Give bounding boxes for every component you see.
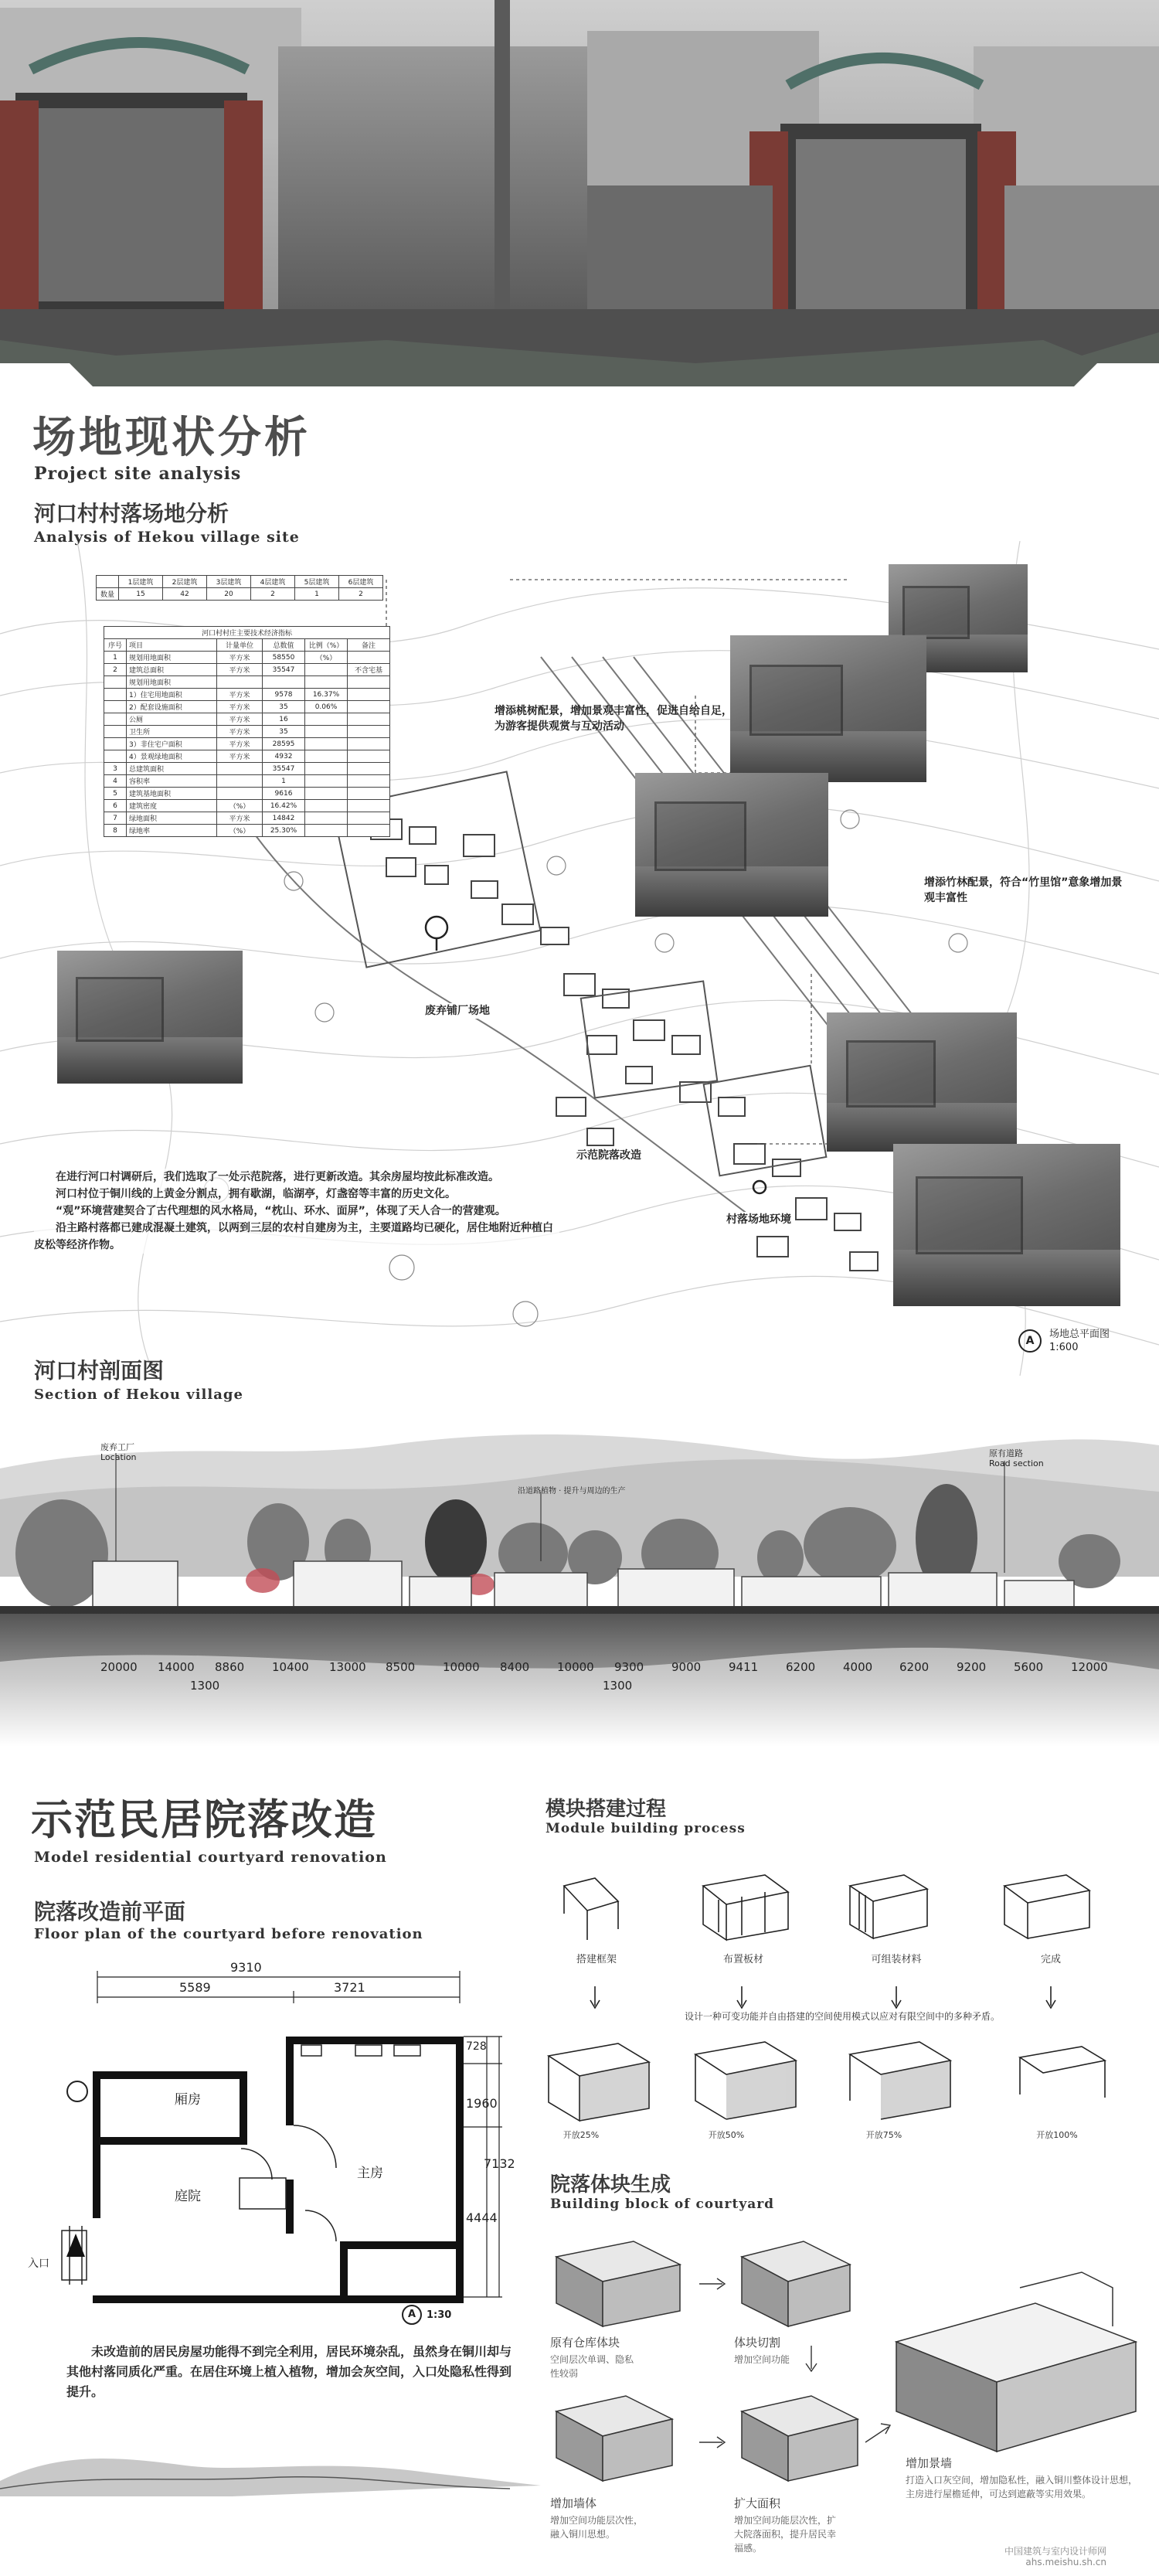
index-cell — [104, 689, 127, 701]
index-cell: 35547 — [263, 763, 305, 775]
module-step-2: 布置板材 — [722, 1954, 763, 1965]
opening-75: 开放75% — [865, 2130, 902, 2140]
courtyard-block-title: 院落体块生成 — [550, 2173, 671, 2197]
section-dimension: 8400 — [500, 1660, 530, 1674]
site-photo-lane — [893, 1144, 1120, 1306]
index-cell — [348, 713, 390, 726]
index-table-row — [104, 676, 390, 689]
index-cell — [305, 676, 348, 689]
index-cell — [305, 664, 348, 676]
courtyard-block-subtitle-en: Building block of courtyard — [550, 2197, 775, 2212]
index-cell: 4 — [104, 775, 127, 788]
index-cell: 平方米 — [217, 652, 263, 664]
section-dimension: 10000 — [557, 1660, 594, 1674]
section-dimension: 6200 — [899, 1660, 930, 1674]
section-dimension: 14000 — [158, 1660, 195, 1674]
index-cell: 35547 — [263, 664, 305, 676]
index-cell: 总建筑面积 — [127, 763, 217, 775]
index-header-cell: 计量单位 — [217, 639, 263, 652]
index-cell — [348, 812, 390, 825]
index-cell: 9578 — [263, 689, 305, 701]
count-cell: 15 — [119, 588, 163, 601]
plan-dim-v3: 4444 — [466, 2210, 498, 2225]
section-mid-label: 沿道路植物 · 提升与周边的生产 — [518, 1487, 626, 1496]
building-count-table — [96, 575, 383, 601]
opening-50: 开放50% — [708, 2130, 745, 2140]
index-cell: 14842 — [263, 812, 305, 825]
index-cell: 1）住宅用地面积 — [127, 689, 217, 701]
watermark-text: 中国建筑与室内设计师网 — [1004, 2546, 1107, 2557]
index-cell — [305, 788, 348, 800]
index-cell: 16.42% — [263, 800, 305, 812]
map-note-peach: 增添桃树配景，增加景观丰富性，促进自给自足，为游客提供观赏与互动活动 — [495, 705, 732, 733]
village-section-drawing — [0, 1407, 1159, 1747]
index-cell: 16.37% — [305, 689, 348, 701]
index-cell — [217, 676, 263, 689]
count-cell: 数量 — [97, 588, 119, 601]
index-table-row — [104, 800, 390, 812]
index-cell: 4）景观绿地面积 — [127, 750, 217, 763]
site-photo-collapsed — [827, 1012, 1017, 1152]
index-cell: 建筑密度 — [127, 800, 217, 812]
index-cell: 1 — [104, 652, 127, 664]
count-header-cell: 2层建筑 — [163, 576, 207, 588]
site-photo-gate — [57, 951, 243, 1084]
index-cell — [305, 726, 348, 738]
index-cell — [348, 775, 390, 788]
count-header-cell: 1层建筑 — [119, 576, 163, 588]
block-step-4-title: 扩大面积 — [734, 2496, 781, 2510]
index-table-row — [104, 652, 390, 664]
index-cell: 58550 — [263, 652, 305, 664]
index-cell — [305, 812, 348, 825]
index-table-row — [104, 750, 390, 763]
index-cell: 4932 — [263, 750, 305, 763]
section-left-label-en: Location — [100, 1452, 137, 1462]
module-note: 设计一种可变功能并自由搭建的空间使用模式以应对有限空间中的多种矛盾。 — [684, 2011, 1000, 2022]
label-model-courtyard: 示范院落改造 — [576, 1149, 641, 1162]
index-table-row — [104, 713, 390, 726]
index-cell: （%） — [217, 800, 263, 812]
index-cell: 绿地面积 — [127, 812, 217, 825]
index-cell — [305, 825, 348, 837]
floor-plan-title: 院落改造前平面 — [34, 1899, 186, 1924]
section-dimension: 8500 — [386, 1660, 416, 1674]
index-cell: 16 — [263, 713, 305, 726]
site-photo-peach-field — [635, 773, 828, 917]
index-cell — [348, 701, 390, 713]
opening-25: 开放25% — [563, 2130, 600, 2140]
room-yard-label: 庭院 — [175, 2189, 201, 2204]
plan-dim-v2: 1960 — [466, 2096, 498, 2111]
index-cell: 平方米 — [217, 664, 263, 676]
block-step-4-desc: 增加空间功能层次性，扩大院落面积，提升居民幸福感。 — [734, 2515, 837, 2554]
section-right-label-en: Road section — [989, 1458, 1044, 1468]
index-table-row — [104, 763, 390, 775]
section-dimension: 8860 — [215, 1660, 245, 1674]
index-table-row — [104, 775, 390, 788]
index-cell — [305, 738, 348, 750]
index-cell — [348, 788, 390, 800]
index-cell: 6 — [104, 800, 127, 812]
index-cell — [348, 825, 390, 837]
index-cell — [348, 676, 390, 689]
ink-wash-decoration — [0, 2411, 541, 2504]
section-right-label-cn: 原有道路 — [989, 1448, 1023, 1458]
index-cell: 2）配套设施面积 — [127, 701, 217, 713]
index-cell — [305, 750, 348, 763]
module-step-3: 可组装材料 — [871, 1954, 922, 1965]
watermark-url: ahs.meishu.sh.cn — [1025, 2557, 1107, 2567]
plan-dim-v1: 728 — [466, 2040, 487, 2053]
index-cell: 35 — [263, 701, 305, 713]
index-cell: 卫生所 — [127, 726, 217, 738]
index-cell: 平方米 — [217, 738, 263, 750]
index-cell: 平方米 — [217, 701, 263, 713]
section-dim-bottom-2: 1300 — [603, 1679, 633, 1693]
index-cell: 建筑基地面积 — [127, 788, 217, 800]
module-title: 模块搭建过程 — [546, 1798, 667, 1821]
floor-scale-circle-icon: A — [402, 2305, 422, 2325]
label-village-ground: 村落场地环境 — [726, 1213, 791, 1226]
index-cell: （%） — [305, 652, 348, 664]
module-step-1: 搭建框架 — [576, 1954, 617, 1965]
site-intro-text — [34, 1169, 559, 1254]
index-table-row — [104, 738, 390, 750]
section-dimension: 10400 — [272, 1660, 309, 1674]
index-cell — [348, 763, 390, 775]
count-header-cell: 3层建筑 — [207, 576, 251, 588]
index-cell — [263, 676, 305, 689]
section-dimension: 20000 — [100, 1660, 138, 1674]
index-cell: 规划用地面积 — [127, 652, 217, 664]
plan-dim-right: 3721 — [334, 1980, 365, 1995]
index-cell: 公厕 — [127, 713, 217, 726]
index-table-row — [104, 812, 390, 825]
economic-index-table — [104, 626, 390, 837]
section-dimension: 5600 — [1014, 1660, 1044, 1674]
count-cell: 20 — [207, 588, 251, 601]
site-plan-scale — [1018, 1328, 1110, 1354]
section-right-label — [989, 1448, 1044, 1468]
courtyard-floor-plan — [46, 1955, 510, 2326]
index-cell: 平方米 — [217, 812, 263, 825]
intro-paragraph-2: 河口村位于铜川线的上黄金分割点，拥有歇湖，临湖亭，灯盏窑等丰富的历史文化。 — [56, 1188, 456, 1200]
index-cell — [348, 800, 390, 812]
index-cell: （%） — [217, 825, 263, 837]
block-step-5-title: 增加景墙 — [906, 2456, 953, 2470]
block-step-5-desc: 打造入口灰空间，增加隐私性，融入铜川整体设计思想，主房进行屋檐延伸，可达到遮蔽等实用效果。 — [906, 2475, 1138, 2499]
index-cell: 平方米 — [217, 726, 263, 738]
index-header-cell: 备注 — [348, 639, 390, 652]
room-main-label: 主房 — [357, 2166, 383, 2181]
index-cell: 平方米 — [217, 689, 263, 701]
floor-scale-ratio: 1:30 — [427, 2309, 452, 2321]
index-cell — [348, 689, 390, 701]
index-cell — [305, 775, 348, 788]
block-step-3-desc: 增加空间功能层次性，融入铜川思想。 — [550, 2515, 644, 2540]
index-cell — [217, 788, 263, 800]
site-photo-house-ruin — [730, 635, 926, 782]
index-cell: 2 — [104, 664, 127, 676]
count-header-cell — [97, 576, 119, 588]
count-header-cell: 4层建筑 — [251, 576, 295, 588]
index-cell: 规划用地面积 — [127, 676, 217, 689]
index-cell — [305, 763, 348, 775]
index-cell — [104, 701, 127, 713]
site-analysis-title: 场地现状分析 — [32, 412, 311, 463]
floor-plan-scale — [402, 2305, 451, 2325]
index-cell — [348, 738, 390, 750]
floor-plan-description: 未改造前的居民房屋功能得不到完全利用，居民环境杂乱，虽然身在铜川却与其他村落同质化严重。在居住环境上植入植物，增加会灰空间，入口处隐私性得到提升。 — [66, 2344, 512, 2399]
section-dimension: 9200 — [957, 1660, 987, 1674]
opening-100: 开放100% — [1036, 2130, 1078, 2140]
section-dimension: 12000 — [1071, 1660, 1108, 1674]
plan-dim-left: 5589 — [179, 1980, 211, 1995]
village-analysis-subtitle-en: Analysis of Hekou village site — [34, 529, 300, 546]
index-table-row — [104, 788, 390, 800]
block-step-3-title: 增加墙体 — [550, 2496, 597, 2510]
room-wing-label: 厢房 — [175, 2092, 201, 2108]
label-abandoned-factory: 废弃铺厂场地 — [425, 1005, 490, 1017]
index-cell: 9616 — [263, 788, 305, 800]
index-table-row — [104, 689, 390, 701]
index-cell — [104, 713, 127, 726]
index-cell: 3）非住宅户面积 — [127, 738, 217, 750]
index-cell: 容积率 — [127, 775, 217, 788]
section-title: 河口村剖面图 — [34, 1358, 165, 1383]
index-cell: 8 — [104, 825, 127, 837]
map-note-bamboo: 增添竹林配景，符合“竹里馆”意象增加景观丰富性 — [924, 876, 1123, 904]
index-cell: 建筑总面积 — [127, 664, 217, 676]
block-step-2-desc: 增加空间功能 — [734, 2354, 790, 2365]
index-cell — [217, 763, 263, 775]
index-table-row — [104, 726, 390, 738]
index-cell: 平方米 — [217, 713, 263, 726]
watermark — [1004, 2546, 1106, 2567]
index-table-title: 河口村村庄主要技术经济指标 — [104, 627, 390, 639]
index-cell — [348, 750, 390, 763]
index-cell — [305, 713, 348, 726]
count-cell: 42 — [163, 588, 207, 601]
section-dimension: 10000 — [443, 1660, 480, 1674]
count-header-cell: 5层建筑 — [295, 576, 339, 588]
index-header-cell: 项目 — [127, 639, 217, 652]
intro-paragraph-3: “观”环境营建契合了古代理想的风水格局，“枕山、环水、面屏”，体现了天人合一的营建观。 — [56, 1205, 506, 1217]
block-step-1-desc: 空间层次单调、隐私性较弱 — [550, 2354, 634, 2379]
index-cell — [217, 775, 263, 788]
section-dimension-row — [100, 1660, 1136, 1676]
section-dimension: 9411 — [729, 1660, 759, 1674]
index-table-row — [104, 825, 390, 837]
section-left-label — [100, 1442, 137, 1462]
index-cell: 35 — [263, 726, 305, 738]
intro-paragraph-1: 在进行河口村调研后，我们选取了一处示范院落，进行更新改造。其余房屋均按此标准改造。 — [56, 1171, 499, 1183]
index-cell — [104, 726, 127, 738]
site-plan-label: 场地总平面图 — [1049, 1329, 1110, 1340]
count-cell: 2 — [339, 588, 383, 601]
index-cell — [305, 800, 348, 812]
index-cell: 平方米 — [217, 750, 263, 763]
index-header-cell: 总数值 — [263, 639, 305, 652]
block-step-2-title: 体块切割 — [734, 2336, 781, 2350]
plan-dim-total: 9310 — [230, 1960, 262, 1975]
count-header-cell: 6层建筑 — [339, 576, 383, 588]
block-step-1-title: 原有仓库体块 — [550, 2336, 620, 2350]
scale-circle-icon: A — [1018, 1329, 1042, 1353]
index-cell — [348, 726, 390, 738]
entry-label: 入口 — [28, 2258, 49, 2270]
section-dimension: 6200 — [786, 1660, 816, 1674]
count-cell: 2 — [251, 588, 295, 601]
compass-icon — [66, 2081, 88, 2102]
index-cell: 绿地率 — [127, 825, 217, 837]
floor-plan-subtitle-en: Floor plan of the courtyard before renovation — [34, 1926, 423, 1942]
index-cell: 0.06% — [305, 701, 348, 713]
header-photo-banner — [0, 0, 1159, 402]
index-cell: 不含宅基 — [348, 664, 390, 676]
index-cell: 25.30% — [263, 825, 305, 837]
intro-paragraph-4: 沿主路村落都已建成混凝土建筑，以两到三层的农村自建房为主，主要道路均已硬化，居住地附近种植白皮松等经济作物。 — [34, 1222, 553, 1251]
index-header-cell: 比例（%） — [305, 639, 348, 652]
plan-dim-total-v: 7132 — [484, 2156, 515, 2171]
section-subtitle-en: Section of Hekou village — [34, 1387, 243, 1403]
index-table-row — [104, 664, 390, 676]
module-subtitle-en: Module building process — [546, 1821, 746, 1836]
model-subtitle-en: Model residential courtyard renovation — [34, 1849, 387, 1866]
site-analysis-subtitle-en: Project site analysis — [34, 464, 242, 484]
index-cell — [348, 652, 390, 664]
index-header-cell: 序号 — [104, 639, 127, 652]
village-analysis-title: 河口村村落场地分析 — [34, 501, 229, 526]
index-cell: 1 — [263, 775, 305, 788]
index-cell — [104, 676, 127, 689]
index-cell — [104, 738, 127, 750]
section-dim-bottom-1: 1300 — [190, 1679, 220, 1693]
index-cell: 7 — [104, 812, 127, 825]
index-cell: 28595 — [263, 738, 305, 750]
section-dimension: 4000 — [843, 1660, 873, 1674]
section-dimension: 9000 — [671, 1660, 702, 1674]
index-cell: 3 — [104, 763, 127, 775]
count-cell: 1 — [295, 588, 339, 601]
index-cell: 5 — [104, 788, 127, 800]
section-dimension: 13000 — [329, 1660, 366, 1674]
section-left-label-cn: 废弃工厂 — [100, 1442, 134, 1452]
site-plan-ratio: 1:600 — [1049, 1342, 1079, 1353]
index-table-row — [104, 701, 390, 713]
section-dimension: 9300 — [614, 1660, 644, 1674]
index-cell — [104, 750, 127, 763]
model-title: 示范民居院落改造 — [31, 1795, 377, 1844]
module-step-4: 完成 — [1040, 1954, 1061, 1965]
